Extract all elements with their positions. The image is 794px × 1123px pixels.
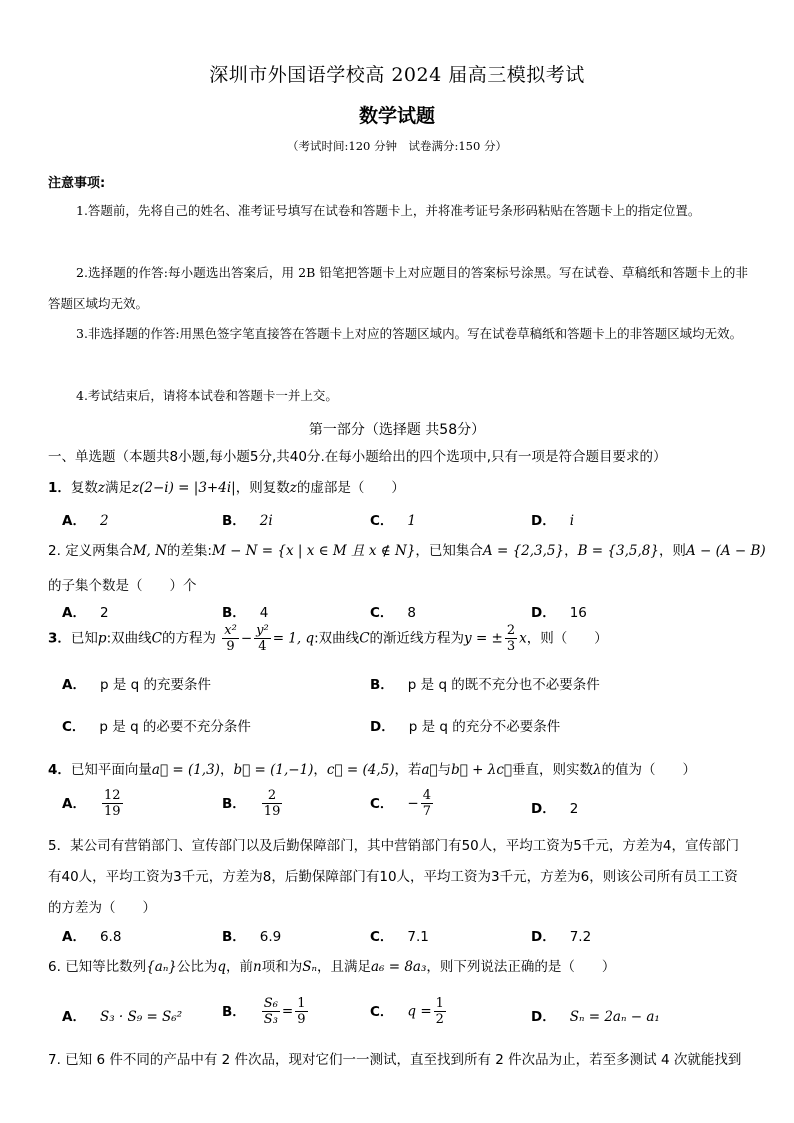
math-expr: M − N = {x | x ∈ M 且 x ∉ N}: [211, 543, 416, 559]
denominator: 9: [297, 1012, 306, 1027]
option-label: A．: [62, 677, 86, 693]
math-var: x: [519, 630, 527, 647]
q-text: ，前: [226, 959, 254, 975]
option-label: A．: [62, 513, 86, 529]
q-text: 复数: [70, 480, 98, 496]
denominator: 3: [506, 639, 516, 654]
fraction: [262, 788, 283, 819]
math-op: −: [407, 795, 419, 812]
q-text: :双曲线: [314, 630, 360, 647]
option-c: [370, 788, 435, 819]
math-expr: B = {3,5,8}: [577, 543, 659, 559]
numerator: 1: [435, 996, 444, 1011]
section-heading: 一、单选题（本题共8小题,每小题5分,共40分.在每小题给出的四个选项中,只有一项是符合题目要求的）: [48, 449, 667, 465]
exam-title: 深圳市外国语学校高 2024 届高三模拟考试: [209, 64, 585, 86]
numerator: 2: [262, 788, 283, 804]
q-text: 项和为: [261, 959, 303, 975]
option-text: 2: [569, 801, 579, 817]
math-var: a⃗: [421, 762, 438, 778]
exam-info: （考试时间:120 分钟 试卷满分:150 分）: [287, 139, 507, 153]
math-var: n: [253, 959, 262, 975]
q-text: 的差集:: [166, 543, 212, 559]
math-expr: c⃗ = (4,5): [326, 762, 395, 778]
math-expr: b⃗ + λc⃗: [451, 762, 512, 778]
question-number: 3．: [48, 630, 71, 647]
option-text: 2: [99, 513, 109, 529]
exam-subtitle: 数学试题: [358, 105, 435, 127]
option-text: 4: [259, 605, 269, 621]
option-d: [531, 925, 591, 945]
math-expr: b⃗ = (1,−1): [233, 762, 314, 778]
option-label: A．: [62, 605, 86, 621]
option-label: A．: [62, 929, 86, 945]
option-label: B．: [370, 677, 394, 693]
option-text: i: [569, 513, 575, 529]
q-text: ，则复数: [235, 480, 290, 496]
question-2: [48, 539, 766, 559]
question-7: 7. 已知 6 件不同的产品中有 2 件次品，现对它们一一测试，直至找到所有 2 件次品为止，若至多测试 4 次就能找到: [48, 1052, 742, 1068]
math-var: C: [359, 630, 370, 647]
option-d: [531, 601, 587, 621]
option-label: C．: [370, 605, 394, 621]
option-text: S₃ · S₉ = S₆²: [99, 1009, 183, 1025]
math-var: z: [97, 480, 106, 496]
option-text: p 是 q 的既不充分也不必要条件: [407, 677, 600, 693]
option-text: 6.8: [99, 929, 122, 945]
question-number: 6.: [48, 959, 61, 975]
question-number: 2.: [48, 543, 61, 559]
option-label: D．: [531, 605, 556, 621]
math-expr: A − (A − B): [685, 543, 766, 559]
q-text: ，已知集合: [415, 543, 483, 559]
math-expr: a₆ = 8a₃: [370, 959, 427, 975]
denominator: 19: [103, 804, 121, 819]
option-a: [62, 1005, 182, 1025]
option-label: D．: [370, 719, 395, 735]
notice-item-4: 4.考试结束后，请将本试卷和答题卡一并上交。: [76, 388, 338, 403]
math-var: C: [151, 630, 162, 647]
q-text: ，若: [394, 762, 422, 778]
q-text: 公比为: [176, 959, 218, 975]
math-expr: y = ±: [464, 630, 503, 647]
option-c: [370, 601, 416, 621]
numerator: 12: [103, 788, 121, 803]
question-5: 5．某公司有营销部门、宣传部门以及后勤保障部门，其中营销部门有50人，平均工资为5千元，方差为4，宣传部门有40人，平均工资为3千元，方差为8，后勤保障部门有10人，平均工资为3千元，方差为6，则该公司所有员工工资的方差为（ ）: [48, 838, 739, 916]
option-text: p 是 q 的必要不充分条件: [99, 719, 251, 735]
fraction: [262, 996, 280, 1027]
q-text: :双曲线: [106, 630, 152, 647]
notice-item-3: 3.非选择题的作答:用黑色签字笔直接答在答题卡上对应的答题区域内。写在试卷草稿纸和答题卡上的非答题区域均无效。: [76, 326, 743, 341]
option-text: 1: [407, 513, 417, 529]
denominator: S₃: [263, 1012, 278, 1027]
q-text: ，且满足: [316, 959, 371, 975]
fraction: [505, 623, 517, 654]
q-text: ，则: [658, 543, 686, 559]
option-b: [222, 509, 273, 529]
math-expr: {aₙ}: [146, 959, 177, 975]
math-var: q: [305, 630, 315, 647]
denominator: 7: [422, 804, 432, 819]
option-label: B．: [222, 1003, 246, 1020]
fraction: [102, 788, 123, 819]
math-var: z: [289, 480, 297, 496]
option-label: D．: [531, 801, 556, 817]
option-label: C．: [370, 929, 394, 945]
option-a: [62, 925, 121, 945]
question-3: [48, 623, 608, 654]
option-label: B．: [222, 513, 246, 529]
numerator: x²: [224, 623, 237, 638]
q-text: 与: [437, 762, 452, 778]
option-label: B．: [222, 605, 246, 621]
option-text: 6.9: [259, 929, 282, 945]
denominator: 4: [258, 639, 267, 654]
option-b: [222, 788, 284, 819]
math-op: =: [281, 1003, 294, 1020]
question-6: [48, 955, 615, 975]
option-d: [531, 797, 578, 817]
option-text: Sₙ = 2aₙ − a₁: [569, 1009, 660, 1025]
question-number: 4．: [48, 762, 71, 778]
math-expr: A = {2,3,5}: [482, 543, 565, 559]
option-label: C．: [370, 1003, 394, 1020]
option-c: [370, 925, 429, 945]
option-text: 7.1: [407, 929, 429, 945]
option-label: C．: [370, 795, 394, 812]
q-text: 定义两集合: [65, 543, 133, 559]
option-a: [62, 509, 109, 529]
fraction: [222, 623, 239, 654]
denominator: 19: [263, 804, 281, 819]
fraction: [295, 996, 307, 1027]
option-text: p 是 q 的充要条件: [99, 677, 211, 693]
option-label: D．: [531, 929, 556, 945]
math-var: Sₙ: [302, 959, 317, 975]
option-c: [62, 715, 251, 735]
q-text: 的虚部是（ ）: [296, 480, 405, 496]
q-text: 满足: [105, 480, 133, 496]
denominator: 9: [226, 639, 235, 654]
option-b: [222, 925, 281, 945]
numerator: 2: [506, 623, 516, 638]
math-var: q: [217, 959, 227, 975]
option-label: D．: [531, 1009, 556, 1025]
math-expr: = 1,: [272, 630, 302, 647]
fraction: [254, 623, 271, 654]
denominator: 2: [435, 1012, 444, 1027]
option-text: p 是 q 的充分不必要条件: [408, 719, 561, 735]
option-a: [62, 673, 211, 693]
numerator: y²: [256, 623, 269, 638]
option-b: [222, 601, 268, 621]
option-c: [370, 509, 416, 529]
option-a: [62, 788, 125, 819]
q-text: 已知平面向量: [70, 762, 152, 778]
option-text: 16: [569, 605, 587, 621]
q-text: ，: [564, 543, 578, 559]
q-text: 的值为（ ）: [601, 762, 697, 778]
q-text: 已知等比数列: [65, 959, 147, 975]
option-d: [531, 1005, 660, 1025]
math-var: p: [97, 630, 107, 647]
option-label: B．: [222, 929, 246, 945]
option-b: [370, 673, 600, 693]
q-text: ，则下列说法正确的是（ ）: [426, 959, 616, 975]
q-text: ，则（ ）: [526, 630, 608, 647]
option-d: [370, 715, 560, 735]
q-text: 的方程为: [161, 630, 216, 647]
option-label: D．: [531, 513, 556, 529]
option-label: A．: [62, 795, 86, 812]
q-text: 垂直，则实数: [512, 762, 593, 778]
fraction: [421, 788, 433, 819]
option-d: [531, 509, 574, 529]
option-text: 8: [407, 605, 417, 621]
question-4: 4．已知平面向量a⃗ = (1,3)，b⃗ = (1,−1)，c⃗ = (4,5)，若a⃗与b⃗ + λc⃗垂直，则实数λ的值为（ ）: [48, 762, 697, 778]
question-1: [48, 476, 405, 496]
option-label: B．: [222, 795, 246, 812]
option-text: 7.2: [569, 929, 592, 945]
notice-heading: 注意事项:: [48, 176, 106, 191]
option-a: [62, 601, 109, 621]
numerator: 4: [422, 788, 432, 803]
part-title: 第一部分（选择题 共58分）: [308, 422, 486, 438]
math-op: −: [240, 630, 253, 647]
notice-item-1: 1.答题前，先将自己的姓名、准考证号填写在试卷和答题卡上，并将准考证号条形码粘贴在答题卡上的指定位置。: [76, 203, 701, 218]
numerator: S₆: [263, 996, 278, 1011]
math-expr: a⃗ = (1,3): [151, 762, 220, 778]
option-label: A．: [62, 1009, 86, 1025]
math-expr: z(2−i) = |3+4i|: [132, 480, 236, 496]
math-expr: q =: [407, 1003, 432, 1020]
option-text: 2i: [259, 513, 273, 529]
notice-item-2: 2.选择题的作答:每小题选出答案后，用 2B 铅笔把答题卡上对应题目的答案标号涂黑。写在试卷、草稿纸和答题卡上的非答题区域均无效。: [48, 265, 748, 311]
q-text: 的渐近线方程为: [369, 630, 465, 647]
option-text: 2: [99, 605, 109, 621]
math-var: λ: [593, 762, 602, 778]
option-label: C．: [62, 719, 86, 735]
fraction: [434, 996, 446, 1027]
option-c: [370, 996, 448, 1027]
question-number: 1．: [48, 480, 71, 496]
option-b: [222, 996, 310, 1027]
math-var: M, N: [132, 543, 167, 559]
q-text: 已知: [70, 630, 98, 647]
option-label: C．: [370, 513, 394, 529]
numerator: 1: [297, 996, 306, 1011]
question-2-line2: 的子集个数是（ ）个: [48, 578, 197, 594]
